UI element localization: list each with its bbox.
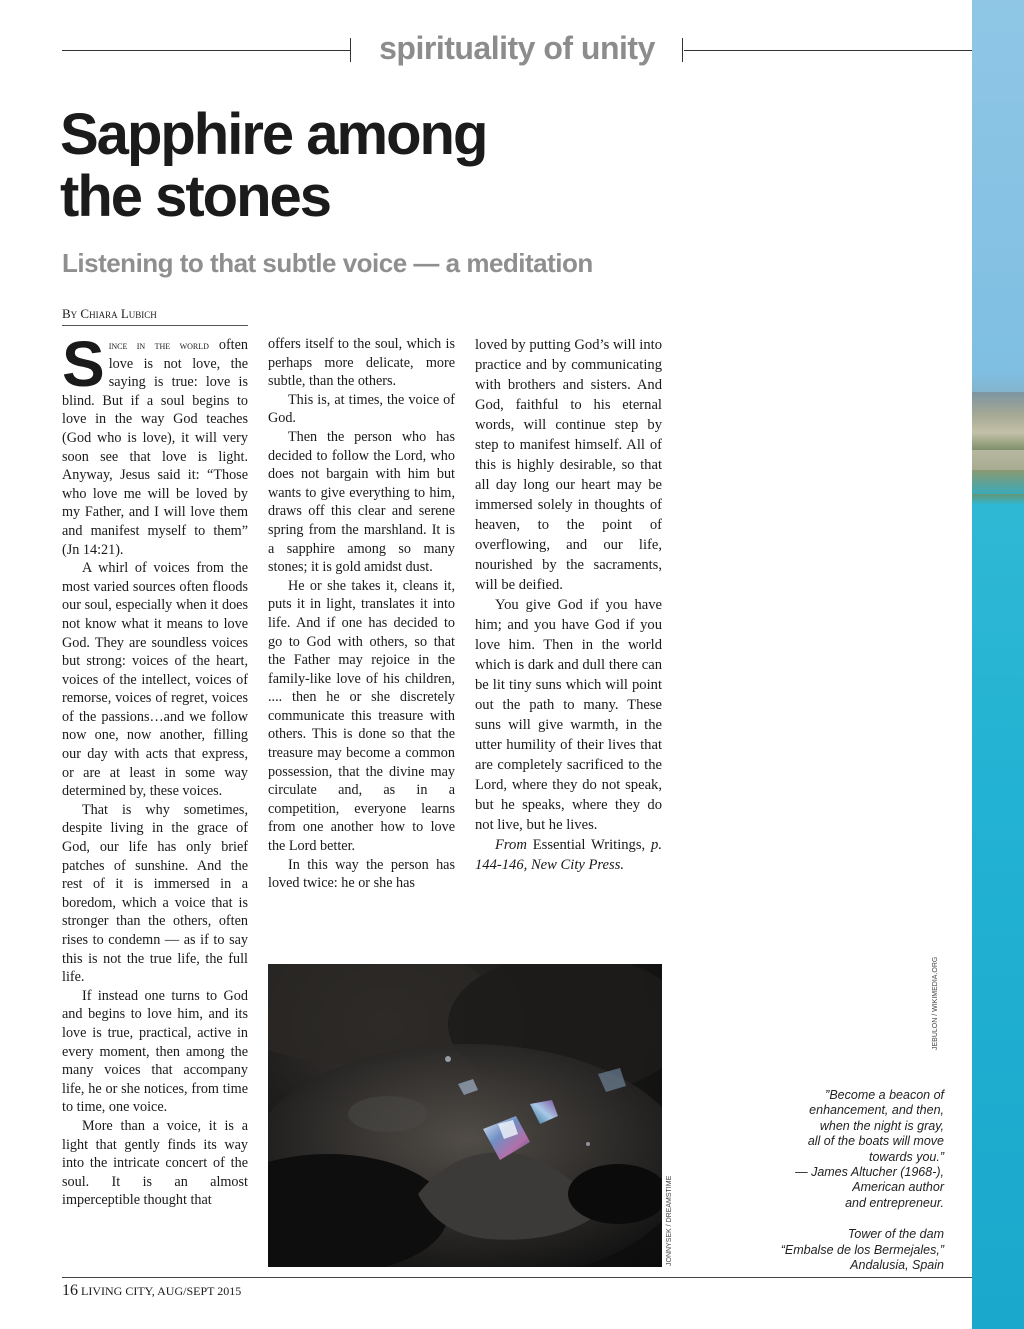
title-line-1: Sapphire among [60,102,487,167]
quote-attribution: American author [852,1180,944,1195]
article-subtitle: Listening to that subtle voice — a meditation [62,248,593,278]
paragraph: loved by putting God’s will into practice and by communicating with brothers and sisters. And God, faithful to his eternal words, will continue step by step to manifest himself. All of this is highly desirable, so that all day long our heart may be immersed solely in thoughts of heaven, to the point of overflowing, and our life, nourished by the sacraments, will be deified. [475,337,662,593]
paragraph: If instead one turns to God and begins to love him, and its love is true, practical, active in every moment, then among the many voices that accompany life, he or she notices, from time to time, one voice. [62,987,248,1116]
strip-photo-credit: JEBULON / WIKIMEDIA.ORG [932,956,939,1050]
paragraph: He or she takes it, cleans it, puts it in light, translates it into life. And if one has decided to go to God with others, so that the Father may rejoice in the family-like love of his children, .... then he or she discretely communicate this treasure with others. This is done so that the treasure may become a common possession, that the divine may circulate and, as in a competition, everyone learns from one another how to love the Lord better. [268,577,455,855]
caption-line: Andalusia, Spain [850,1258,944,1273]
quote-line: towards you.” [868,1149,944,1164]
paragraph: offers itself to the soul, which is perhaps more delicate, more subtle, than the others. [268,336,455,390]
source-details: p. 144-146, New City Press. [475,837,662,873]
caption-line: Tower of the dam [847,1227,944,1242]
byline-author: Chiara Lubich [80,306,157,321]
source-title: Essential Writings, [532,837,646,853]
landscape-photo-strip [972,0,1024,1329]
quote-line: enhancement, and then, [809,1103,944,1118]
paragraph: That is why sometimes, despite living in the grace of God, our life has only brief patches of sunshine. And the rest of it is immersed in a boredom, which a voice that is stronger than the others, often rises to condemn — as if to say this is not the true life, the full life. [62,801,248,986]
paragraph [62,328,248,559]
quote-attribution: — James Altucher (1968-), [795,1165,944,1180]
paragraph: This is, at times, the voice of God. [268,391,455,427]
header-rule-right [684,50,972,51]
publication-name: LIVING CITY, AUG/SEPT 2015 [81,1284,242,1298]
paragraph: Then the person who has decided to follow the Lord, who does not bargain with him but wants to give everything to him, draws off this clear and serene spring from the marshland. It is a sapphire among so many stones; it is gold amidst dust. [268,428,455,576]
quote-attribution: and entrepreneur. [845,1195,944,1210]
page-number: 16 [62,1282,78,1299]
source-from: From [495,837,527,853]
quote-line: when the night is gray, [819,1118,944,1133]
column-1 [62,328,248,1210]
sapphire-stones-photo [268,964,662,1267]
source-note [475,835,662,875]
title-line-2: the stones [60,164,331,229]
stones-illustration [268,964,662,1267]
byline [62,306,248,326]
header-tick-left [350,38,351,62]
pull-quote [760,1088,944,1273]
header-rule-left [62,50,350,51]
lead-in: ince in the world [108,338,209,352]
paragraph: A whirl of voices from the most varied sources often floods our soul, especially when it does not know what it means to love God. They are soundless voices but strong: voices of the heart, voices of the intellect, voices of remorse, voices of regret, voices of the passions…and we follow now one, now another, filling our day with acts that express, or are at least in some way determined by, these voices. [62,560,248,800]
photo-credit: JONNYSEK / DREAMSTIME [666,1175,673,1266]
paragraph-text: often love is not love, the saying is true: love is blind. But if a soul begins to love in the way God teaches (God who is love), it will very soon see that love is light. Anyway, Jesus said it: “Those who love me will be loved by my Father, and I will love them and manifest myself to them” (Jn 14:21). [62,337,248,558]
article-title [60,104,660,228]
paragraph: You give God if you have him; and you have God if you love him. Then in the world which is dark and dull there can be lit tiny suns which will point out the path to many. These suns will give warmth, in the utter humility of their lives that are completely sacrificed to the Lord, where they do not speak, but he speaks, where they do not live, but he lives. [475,597,662,833]
byline-by: By [62,306,78,321]
page-footer [62,1282,241,1300]
column-2 [268,335,455,893]
header-tick-right [682,38,683,62]
quote-line: all of the boats will move [807,1134,944,1149]
caption-line: “Embalse de los Bermejales,” [780,1242,944,1257]
spacer [760,1211,944,1227]
section-label: spirituality of unity [379,30,655,66]
column-3 [475,335,662,875]
footer-rule [62,1277,972,1278]
paragraph: In this way the person has loved twice: he or she has [268,856,455,892]
paragraph: More than a voice, it is a light that gently finds its way into the intricate concert of the soul. It is an almost imperceptible thought that [62,1117,248,1209]
hills [972,392,1024,450]
quote-line: ”Become a beacon of [825,1088,944,1102]
drop-cap: S [62,328,105,400]
shoreline [972,470,1024,494]
